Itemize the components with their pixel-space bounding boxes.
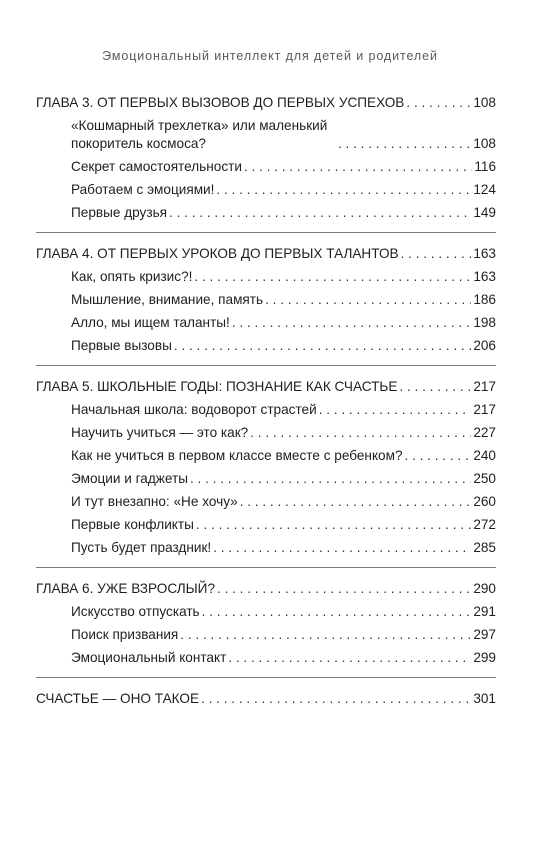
section-title: Секрет самостоятельности: [71, 159, 242, 174]
running-head: Эмоциональный интеллект для детей и родителей: [102, 49, 438, 63]
page-number: 272: [473, 517, 496, 532]
section-entry[interactable]: [71, 314, 496, 332]
chapter-5: [36, 378, 496, 557]
section-entry[interactable]: [71, 493, 496, 511]
section-entry[interactable]: [71, 603, 496, 621]
section-title: Пусть будет праздник!: [71, 540, 212, 555]
chapter-title: ГЛАВА 5. ШКОЛЬНЫЕ ГОДЫ: ПОЗНАНИЕ КАК СЧАСТЬЕ: [36, 379, 398, 394]
section-title: И тут внезапно: «Не хочу»: [71, 494, 238, 509]
section-entry[interactable]: [71, 424, 496, 442]
divider: [36, 677, 496, 678]
section-title: Алло, мы ищем таланты!: [71, 315, 230, 330]
dot-leader: [405, 447, 472, 465]
dot-leader: [194, 268, 471, 286]
section-entry[interactable]: [71, 117, 496, 153]
dot-leader: [216, 181, 471, 199]
page-number: 217: [473, 379, 496, 394]
section-entry[interactable]: [71, 268, 496, 286]
dot-leader: [240, 493, 472, 511]
page-number: 227: [473, 425, 496, 440]
dot-leader: [228, 649, 471, 667]
chapter-title: ГЛАВА 3. ОТ ПЕРВЫХ ВЫЗОВОВ ДО ПЕРВЫХ УСПЕХОВ: [36, 95, 405, 110]
page-number: 116: [474, 159, 496, 174]
page-number: 285: [473, 540, 496, 555]
page-number: 108: [473, 95, 496, 110]
dot-leader: [399, 378, 471, 396]
page-number: 163: [473, 246, 496, 261]
page-number: 291: [473, 604, 496, 619]
table-of-contents: [36, 92, 496, 711]
chapter-heading[interactable]: [36, 580, 496, 598]
chapter-title: ГЛАВА 4. ОТ ПЕРВЫХ УРОКОВ ДО ПЕРВЫХ ТАЛАНТОВ: [36, 246, 399, 261]
dot-leader: [250, 424, 471, 442]
section-entry[interactable]: [71, 539, 496, 557]
dot-leader: [319, 401, 472, 419]
section-list: [36, 603, 496, 667]
page-number: 149: [473, 205, 496, 220]
dot-leader: [401, 245, 472, 263]
dot-leader: [217, 580, 471, 598]
chapter-heading[interactable]: [36, 690, 496, 708]
chapter-heading[interactable]: [36, 378, 496, 396]
chapter-title: ГЛАВА 6. УЖЕ ВЗРОСЛЫЙ?: [36, 581, 216, 596]
section-entry[interactable]: [71, 626, 496, 644]
page-number: 240: [473, 448, 496, 463]
divider: [36, 567, 496, 568]
chapter-4: [36, 245, 496, 355]
dot-leader: [180, 626, 471, 644]
page-number: 299: [473, 650, 496, 665]
dot-leader: [196, 516, 471, 534]
chapter-title: СЧАСТЬЕ — ОНО ТАКОЕ: [36, 691, 200, 706]
section-title: Искусство отпускать: [71, 604, 200, 619]
dot-leader: [213, 539, 471, 557]
section-list: [36, 268, 496, 355]
dot-leader: [244, 158, 472, 176]
section-list: [36, 401, 496, 557]
section-title: Поиск призвания: [71, 627, 179, 642]
section-entry[interactable]: [71, 470, 496, 488]
section-title: «Кошмарный трехлетка» или маленький покоритель космоса?: [71, 118, 328, 151]
section-entry[interactable]: [71, 401, 496, 419]
chapter-heading[interactable]: [36, 245, 496, 263]
dot-leader: [202, 603, 472, 621]
chapter-3: [36, 94, 496, 222]
dot-leader: [265, 291, 471, 309]
section-entry[interactable]: [71, 291, 496, 309]
page-number: 301: [473, 691, 496, 706]
dot-leader: [232, 314, 472, 332]
chapter-6: [36, 580, 496, 667]
page-number: 163: [473, 269, 496, 284]
final-chapter: [36, 690, 496, 708]
section-title: Эмоциональный контакт: [71, 650, 227, 665]
page-number: 250: [473, 471, 496, 486]
section-title: Эмоции и гаджеты: [71, 471, 188, 486]
dot-leader: [201, 690, 471, 708]
section-title: Мышление, внимание, память: [71, 292, 264, 307]
section-entry[interactable]: [71, 158, 496, 176]
page-number: 186: [473, 292, 496, 307]
section-list: [36, 117, 496, 222]
section-entry[interactable]: [71, 447, 496, 465]
section-entry[interactable]: [71, 337, 496, 355]
page-number: 260: [473, 494, 496, 509]
page-number: 124: [473, 182, 496, 197]
section-entry[interactable]: [71, 204, 496, 222]
page-number: 206: [473, 338, 496, 353]
section-title: Как не учиться в первом классе вместе с ребенком?: [71, 448, 403, 463]
section-title: Первые друзья: [71, 205, 168, 220]
section-title: Научить учиться — это как?: [71, 425, 249, 440]
page-number: 198: [473, 315, 496, 330]
dot-leader: [190, 470, 471, 488]
dot-leader: [406, 94, 471, 112]
section-title: Первые вызовы: [71, 338, 172, 353]
divider: [36, 232, 496, 233]
section-entry[interactable]: [71, 181, 496, 199]
section-entry[interactable]: [71, 649, 496, 667]
section-title: Начальная школа: водоворот страстей: [71, 402, 317, 417]
section-title: Первые конфликты: [71, 517, 194, 532]
divider: [36, 365, 496, 366]
page-number: 217: [473, 402, 496, 417]
section-title: Как, опять кризис?!: [71, 269, 193, 284]
chapter-heading[interactable]: [36, 94, 496, 112]
page-number: 297: [473, 627, 496, 642]
page-number: 108: [473, 136, 496, 151]
dot-leader: [174, 337, 471, 355]
dot-leader: [338, 135, 471, 153]
dot-leader: [169, 204, 471, 222]
section-entry[interactable]: [71, 516, 496, 534]
page-number: 290: [473, 581, 496, 596]
section-title: Работаем с эмоциями!: [71, 182, 215, 197]
